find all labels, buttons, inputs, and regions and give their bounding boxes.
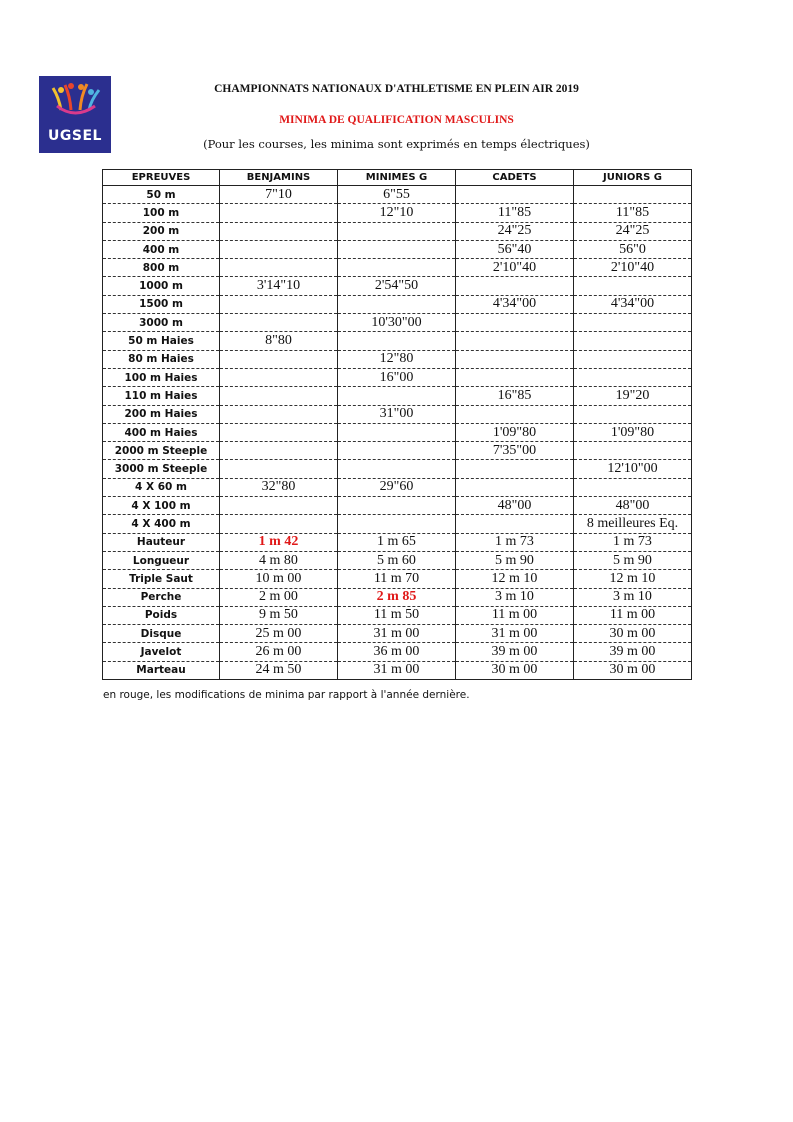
table-row bbox=[103, 222, 692, 240]
minimum-cell: 11 m 50 bbox=[338, 606, 456, 624]
logo-text: UGSEL bbox=[48, 128, 102, 144]
minimum-cell bbox=[338, 259, 456, 277]
table-row bbox=[103, 643, 692, 661]
event-name-cell: 1500 m bbox=[103, 295, 220, 313]
event-name-cell: 800 m bbox=[103, 259, 220, 277]
minimum-cell bbox=[220, 442, 338, 460]
footnote: en rouge, les modifications de minima par rapport à l'année dernière. bbox=[103, 689, 470, 701]
minimum-cell: 16"00 bbox=[338, 368, 456, 386]
minimum-cell: 2 m 00 bbox=[220, 588, 338, 606]
minimum-cell bbox=[220, 259, 338, 277]
event-name-cell: 400 m bbox=[103, 240, 220, 258]
minimum-cell: 31 m 00 bbox=[338, 625, 456, 643]
minimum-cell bbox=[574, 314, 692, 332]
minimum-cell: 4 m 80 bbox=[220, 551, 338, 569]
minimum-cell bbox=[574, 442, 692, 460]
minimum-cell: 12"80 bbox=[338, 350, 456, 368]
event-name-cell: 200 m Haies bbox=[103, 405, 220, 423]
minimum-cell: 48"00 bbox=[456, 497, 574, 515]
minimum-cell: 12'10"00 bbox=[574, 460, 692, 478]
minimum-cell bbox=[338, 240, 456, 258]
minimum-cell bbox=[338, 497, 456, 515]
table-header-row bbox=[103, 170, 692, 186]
minimum-cell: 4'34"00 bbox=[574, 295, 692, 313]
minimum-cell bbox=[220, 368, 338, 386]
event-name-cell: 4 X 100 m bbox=[103, 497, 220, 515]
minimum-cell bbox=[338, 460, 456, 478]
table-row bbox=[103, 478, 692, 496]
minimum-cell bbox=[574, 350, 692, 368]
event-name-cell: 3000 m Steeple bbox=[103, 460, 220, 478]
table-row bbox=[103, 442, 692, 460]
minimum-cell bbox=[220, 295, 338, 313]
minimum-cell: 5 m 90 bbox=[456, 551, 574, 569]
event-name-cell: Poids bbox=[103, 606, 220, 624]
minimum-cell: 31"00 bbox=[338, 405, 456, 423]
minimum-cell bbox=[220, 405, 338, 423]
minimum-cell: 3'14"10 bbox=[220, 277, 338, 295]
minimum-cell: 16"85 bbox=[456, 387, 574, 405]
minimum-cell: 32"80 bbox=[220, 478, 338, 496]
event-name-cell: Marteau bbox=[103, 661, 220, 679]
minimum-cell: 19"20 bbox=[574, 387, 692, 405]
table-row bbox=[103, 240, 692, 258]
minimum-cell: 11 m 00 bbox=[456, 606, 574, 624]
minimum-cell: 7'35"00 bbox=[456, 442, 574, 460]
table-row bbox=[103, 204, 692, 222]
event-name-cell: Triple Saut bbox=[103, 570, 220, 588]
minimum-cell bbox=[456, 515, 574, 533]
minimum-cell bbox=[220, 497, 338, 515]
minimum-cell: 7"10 bbox=[220, 186, 338, 204]
minimum-cell bbox=[338, 222, 456, 240]
minimum-cell: 5 m 60 bbox=[338, 551, 456, 569]
minimum-cell: 1'09"80 bbox=[456, 423, 574, 441]
table-row bbox=[103, 314, 692, 332]
event-name-cell: 110 m Haies bbox=[103, 387, 220, 405]
minima-table bbox=[102, 169, 692, 680]
minimum-cell: 5 m 90 bbox=[574, 551, 692, 569]
minimum-cell: 10'30"00 bbox=[338, 314, 456, 332]
event-name-cell: 50 m Haies bbox=[103, 332, 220, 350]
minimum-cell: 11"85 bbox=[574, 204, 692, 222]
column-header-benjamins: BENJAMINS bbox=[220, 170, 338, 186]
event-name-cell: 100 m Haies bbox=[103, 368, 220, 386]
minimum-cell bbox=[456, 314, 574, 332]
event-name-cell: 3000 m bbox=[103, 314, 220, 332]
table-row bbox=[103, 186, 692, 204]
minimum-cell bbox=[456, 350, 574, 368]
minimum-cell bbox=[338, 423, 456, 441]
minimum-cell: 1 m 42 bbox=[220, 533, 338, 551]
minimum-cell: 30 m 00 bbox=[574, 661, 692, 679]
column-header-cadets: CADETS bbox=[456, 170, 574, 186]
minimum-cell bbox=[338, 387, 456, 405]
table-row bbox=[103, 259, 692, 277]
minimum-cell: 36 m 00 bbox=[338, 643, 456, 661]
table-row bbox=[103, 497, 692, 515]
event-name-cell: 4 X 60 m bbox=[103, 478, 220, 496]
minimum-cell bbox=[574, 478, 692, 496]
minimum-cell bbox=[456, 460, 574, 478]
minimum-cell bbox=[220, 204, 338, 222]
column-header-epreuves: EPREUVES bbox=[103, 170, 220, 186]
minimum-cell bbox=[574, 277, 692, 295]
minimum-cell: 3 m 10 bbox=[456, 588, 574, 606]
minimum-cell bbox=[456, 332, 574, 350]
minimum-cell: 29"60 bbox=[338, 478, 456, 496]
minimum-cell: 10 m 00 bbox=[220, 570, 338, 588]
minimum-cell: 11 m 00 bbox=[574, 606, 692, 624]
minimum-cell bbox=[220, 222, 338, 240]
minimum-cell bbox=[220, 350, 338, 368]
column-header-minimes: MINIMES G bbox=[338, 170, 456, 186]
minimum-cell: 11 m 70 bbox=[338, 570, 456, 588]
event-name-cell: Longueur bbox=[103, 551, 220, 569]
table-row bbox=[103, 387, 692, 405]
table-row bbox=[103, 588, 692, 606]
minimum-cell: 48"00 bbox=[574, 497, 692, 515]
minimum-cell: 1'09"80 bbox=[574, 423, 692, 441]
minimum-cell: 24 m 50 bbox=[220, 661, 338, 679]
event-name-cell: 2000 m Steeple bbox=[103, 442, 220, 460]
minimum-cell bbox=[574, 405, 692, 423]
minimum-cell: 3 m 10 bbox=[574, 588, 692, 606]
event-name-cell: Disque bbox=[103, 625, 220, 643]
event-name-cell: 1000 m bbox=[103, 277, 220, 295]
minimum-cell bbox=[220, 314, 338, 332]
minimum-cell: 1 m 73 bbox=[456, 533, 574, 551]
minimum-cell: 12"10 bbox=[338, 204, 456, 222]
minimum-cell: 12 m 10 bbox=[456, 570, 574, 588]
minimum-cell bbox=[338, 332, 456, 350]
minimum-cell bbox=[220, 423, 338, 441]
minimum-cell bbox=[338, 442, 456, 460]
minimum-cell bbox=[220, 240, 338, 258]
minimum-cell bbox=[220, 515, 338, 533]
minimum-cell: 6"55 bbox=[338, 186, 456, 204]
minimum-cell: 25 m 00 bbox=[220, 625, 338, 643]
table-row bbox=[103, 606, 692, 624]
table-row bbox=[103, 661, 692, 679]
minimum-cell: 9 m 50 bbox=[220, 606, 338, 624]
table-row bbox=[103, 277, 692, 295]
minimum-cell: 12 m 10 bbox=[574, 570, 692, 588]
minimum-cell: 2'10"40 bbox=[456, 259, 574, 277]
table-row bbox=[103, 332, 692, 350]
document-title: CHAMPIONNATS NATIONAUX D'ATHLETISME EN PLEIN AIR 2019 bbox=[214, 83, 579, 95]
event-name-cell: 400 m Haies bbox=[103, 423, 220, 441]
table-row bbox=[103, 551, 692, 569]
table-row bbox=[103, 368, 692, 386]
minimum-cell: 56"0 bbox=[574, 240, 692, 258]
minimum-cell bbox=[456, 186, 574, 204]
minimum-cell: 11"85 bbox=[456, 204, 574, 222]
minimum-cell bbox=[574, 368, 692, 386]
event-name-cell: 100 m bbox=[103, 204, 220, 222]
event-name-cell: Perche bbox=[103, 588, 220, 606]
minimum-cell: 31 m 00 bbox=[338, 661, 456, 679]
table-row bbox=[103, 515, 692, 533]
minimum-cell: 2'54"50 bbox=[338, 277, 456, 295]
minimum-cell: 2'10"40 bbox=[574, 259, 692, 277]
minimum-cell: 24"25 bbox=[574, 222, 692, 240]
event-name-cell: 80 m Haies bbox=[103, 350, 220, 368]
timing-note: (Pour les courses, les minima sont exprimés en temps électriques) bbox=[203, 137, 590, 151]
minimum-cell: 4'34"00 bbox=[456, 295, 574, 313]
table-row bbox=[103, 570, 692, 588]
minimum-cell bbox=[574, 332, 692, 350]
minimum-cell bbox=[338, 295, 456, 313]
event-name-cell: 200 m bbox=[103, 222, 220, 240]
minimum-cell bbox=[220, 387, 338, 405]
minimum-cell: 31 m 00 bbox=[456, 625, 574, 643]
event-name-cell: 50 m bbox=[103, 186, 220, 204]
event-name-cell: Hauteur bbox=[103, 533, 220, 551]
table-body bbox=[103, 186, 692, 680]
event-name-cell: 4 X 400 m bbox=[103, 515, 220, 533]
minimum-cell bbox=[574, 186, 692, 204]
minimum-cell: 56"40 bbox=[456, 240, 574, 258]
column-header-juniors: JUNIORS G bbox=[574, 170, 692, 186]
table-row bbox=[103, 460, 692, 478]
minimum-cell: 1 m 73 bbox=[574, 533, 692, 551]
event-name-cell: Javelot bbox=[103, 643, 220, 661]
minimum-cell: 8 meilleures Eq. bbox=[574, 515, 692, 533]
table-row bbox=[103, 533, 692, 551]
minimum-cell bbox=[338, 515, 456, 533]
minimum-cell: 26 m 00 bbox=[220, 643, 338, 661]
minimum-cell bbox=[456, 405, 574, 423]
minimum-cell bbox=[220, 460, 338, 478]
table-row bbox=[103, 405, 692, 423]
table-row bbox=[103, 423, 692, 441]
table-row bbox=[103, 350, 692, 368]
minimum-cell: 1 m 65 bbox=[338, 533, 456, 551]
table-row bbox=[103, 625, 692, 643]
minimum-cell bbox=[456, 277, 574, 295]
minimum-cell: 39 m 00 bbox=[456, 643, 574, 661]
minimum-cell bbox=[456, 368, 574, 386]
minimum-cell bbox=[456, 478, 574, 496]
table-row bbox=[103, 295, 692, 313]
minimum-cell: 24"25 bbox=[456, 222, 574, 240]
minimum-cell: 39 m 00 bbox=[574, 643, 692, 661]
minimum-cell: 30 m 00 bbox=[574, 625, 692, 643]
document-subtitle: MINIMA DE QUALIFICATION MASCULINS bbox=[279, 114, 514, 126]
minimum-cell: 30 m 00 bbox=[456, 661, 574, 679]
minimum-cell: 2 m 85 bbox=[338, 588, 456, 606]
minimum-cell: 8"80 bbox=[220, 332, 338, 350]
